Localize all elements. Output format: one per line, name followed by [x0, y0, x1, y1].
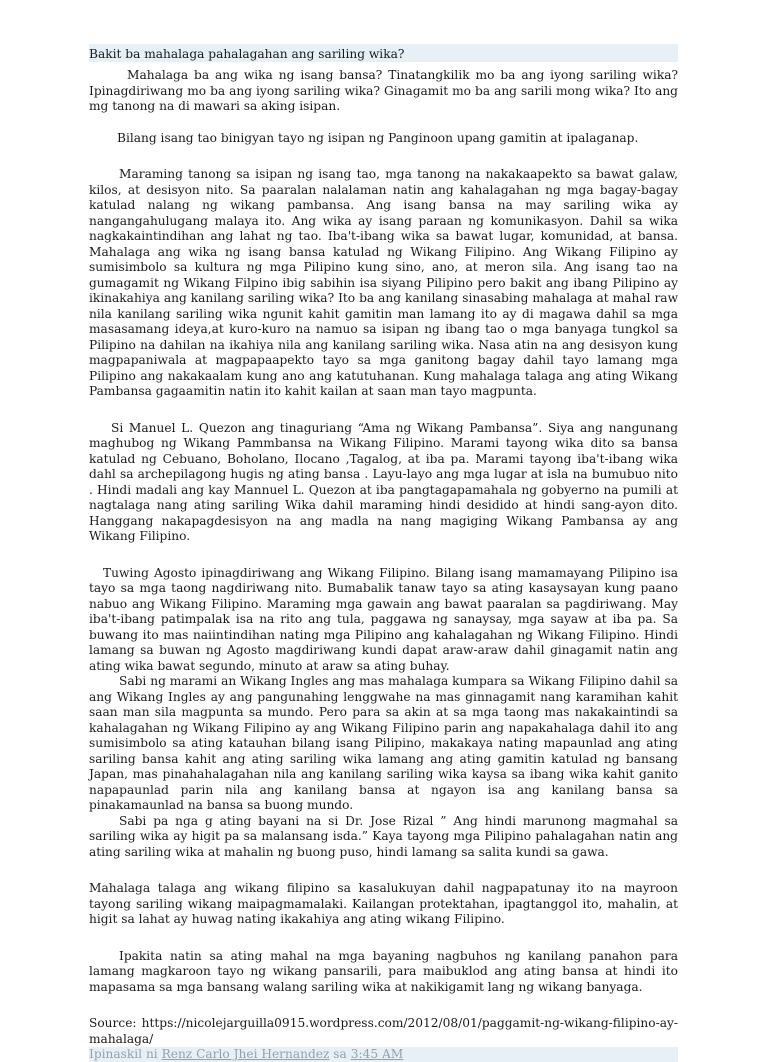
- post-title: Bakit ba mahalaga pahalagahan ang sariling wika?: [89, 44, 678, 62]
- blog-post: [89, 44, 678, 1062]
- paragraph-agosto: Tuwing Agosto ipinagdiriwang ang Wikang Filipino. Bilang isang mamamayang Pilipino isa tayo sa mga taong nagdiriwang nito. Bumabalik tanaw tayo sa ating kasaysayan kung paano nabuo ang Wikang Filipino. Maraming mga gawain ang bawat paaralan sa pagdiriwang. May iba't-ibang patimpalak isa na rito ang tula, paggawa ng sanaysay, mga sayaw at iba pa. Sa buwang ito mas naiintindihan nating mga Pilipino ang kahalagahan ng Wikang Filipino. Hindi lamang sa buwan ng Agosto magdiriwang kundi dapat araw-araw dahil ginagamit natin ang ating wika bawat segundo, minuto at araw sa ating buhay.: [89, 565, 678, 673]
- paragraph-quezon: Si Manuel L. Quezon ang tinaguriang “Ama ng Wikang Pambansa”. Siya ang nangunang maghubog ng Wikang Pammbansa na Wikang Filipino. Marami tayong wika dito sa bansa katulad ng Cebuano, Boholano, Ilocano ,Tagalog, at iba pa. Marami tayong iba't-ibang wika dahl sa archepilagong hugis ng ating bansa . Layu-layo ang mga lugar at isla na bumubuo nito . Hindi madali ang kay Mannuel L. Quezon at iba pangtagapamahala ng gobyerno na pumili at nagtalaga nang ating sariling Wika dahil maraming hindi desidido at hindi sang-ayon dito. Hanggang nakapagdesisyon na ang madla na nang magiging Wikang Pambansa ay ang Wikang Filipino.: [89, 420, 678, 543]
- paragraph-isipan: Bilang isang tao binigyan tayo ng isipan ng Panginoon upang gamitin at ipalaganap.: [117, 130, 639, 145]
- paragraph-ingles: Sabi ng marami an Wikang Ingles ang mas mahalaga kumpara sa Wikang Filipino dahil sa ang Wikang Ingles ay ang pangunahing lenggwahe na mas ginnagamit nang karamihan kahit saan man sila magpunta sa mundo. Pero para sa akin at sa mga taong mas nakakaintindi sa kahalagahan ng Wikang Filipino ay ang Wikang Filipino parin ang napakahalaga dahil ito ang sumisimbolo sa ating katauhan bilang isang Pilipino, makakaya nating mapaunlad ang ating sariling bansa kahit ang ating sariling wika lamang ang ating gamitin katulad ng bansang Japan, mas pinahahalagahan nila ang kanilang sariling wika kaysa sa ibang wika kahit ganito napapaunlad parin nila ang kanilang bansa at ngayon isa ang kanilang bansa sa pinakamaunlad na bansa sa buong mundo.: [89, 674, 678, 812]
- source-citation: Source: https://nicolejarguilla0915.wordpress.com/2012/08/01/paggamit-ng-wikang-filipino-ay-mahalaga/: [89, 1016, 678, 1046]
- paragraph-ipakita: Ipakita natin sa ating mahal na mga bayaning nagbuhos ng kanilang panahon para lamang magkaroon tayo ng wikang pansarili, para maibuklod ang ating bansa at hindi ito mapasama sa mga bansang walang sariling wika at nakikigamit lang ng wikang banyaga.: [89, 948, 678, 994]
- posted-middle: sa: [333, 1047, 347, 1061]
- paragraph-intro: Mahalaga ba ang wika ng isang bansa? Tinatangkilik mo ba ang iyong sariling wika? Ipinagdiriwang mo ba ang iyong sariling wika? Ginagamit mo ba ang sarili mong wika? Ito ang mg tanong na di mawari sa aking isipan.: [89, 68, 678, 113]
- timestamp-link[interactable]: 3:45 AM: [350, 1047, 404, 1061]
- paragraph-kasalukuyan: Mahalaga talaga ang wikang filipino sa kasalukuyan dahil nagpapatunay ito na mayroon tayong sariling wikang maipagmamalaki. Kailangan protektahan, ipagtanggol ito, mahalin, at higit sa lahat ay huwag nating ikakahiya ang ating wikang Filipino.: [89, 881, 678, 926]
- paragraph-rizal: Sabi pa nga g ating bayani na si Dr. Jose Rizal ” Ang hindi marunong magmahal sa sariling wika ay higit pa sa malansang isda.” Kaya tayong mga Pilipino pahalagahan natin ang ating sariling wika at mahalin ng buong puso, hindi lamang sa salita kundi sa gawa.: [89, 813, 678, 859]
- posted-prefix: Ipinaskil ni: [89, 1047, 158, 1061]
- posted-by-bar: [89, 1047, 678, 1062]
- author-link[interactable]: Renz Carlo Jhei Hernandez: [161, 1047, 330, 1061]
- paragraph-tanong: Maraming tanong sa isipan ng isang tao, mga tanong na nakakaapekto sa bawat galaw, kilos, at desisyon nito. Sa paaralan nalalaman natin ang kahalagahan ng mga bagay-bagay katulad nalang ng wikang pambansa. Ang isang bansa na may sariling wika ay nangangahulugang malaya ito. Ang wika ay isang paraan ng komunikasyon. Dahil sa wika nagkakaintindihan ang lahat ng tao. Iba't-ibang wika sa bawat lugar, komunidad, at bansa. Mahalaga ang wika ng isang bansa katulad ng Wikang Filipino. Ang Wikang Filipino ay sumisimbolo sa kultura ng mga Pilipino kung sino, ano, at meron sila. Ang isang tao na gumagamit ng Wikang Filpino ibig sabihin isa siyang Pilipino pero bakit ang ibang Pilipino ay ikinakahiya ang kanilang sariling wika? Ito ba ang kanilang sinasabing mahalaga at mahal raw nila kanilang sariling wika ngunit kahit gamitin man lamang ito ay di magawa dahil sa mga masasamang ideya,at kuro-kuro na namuo sa isipan ng ibang tao o mga banyaga tungkol sa Pilipino na dahilan na ikahiya nila ang kanilang sariling wika. Nasa atin na ang desisyon kung magpapaniwala at magpapaapekto tayo sa mga ganitong bagay dahil tayo lamang mga Pilipino ang nakakaalam kung ano ang katutuhanan. Kung mahalaga talaga ang ating Wikang Pambansa gagaamitin natin ito kahit kailan at saan man tayo magpunta.: [89, 167, 678, 398]
